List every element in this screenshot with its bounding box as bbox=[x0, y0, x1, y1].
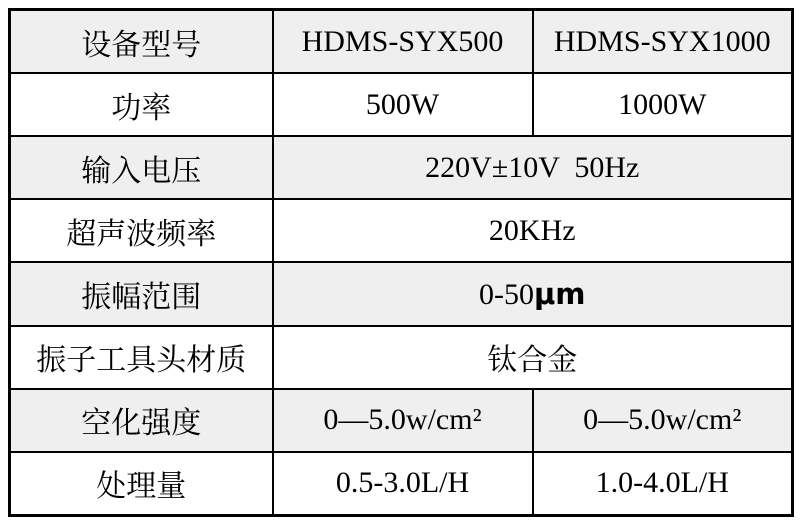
table-row-input-voltage bbox=[10, 136, 793, 199]
row-label: 处理量 bbox=[10, 452, 273, 516]
table-row-power bbox=[10, 73, 793, 136]
spec-cell-span: 20KHz bbox=[273, 199, 793, 262]
spec-cell: HDMS-SYX1000 bbox=[533, 10, 793, 74]
row-label: 振幅范围 bbox=[10, 262, 273, 325]
spec-table-container bbox=[8, 8, 794, 517]
row-label: 空化强度 bbox=[10, 389, 273, 452]
table-row-cavitation-intensity bbox=[10, 389, 793, 452]
table-row-tool-head-material bbox=[10, 326, 793, 389]
row-label: 输入电压 bbox=[10, 136, 273, 199]
spec-cell: HDMS-SYX500 bbox=[273, 10, 533, 74]
spec-table bbox=[8, 8, 794, 517]
table-row-device-model bbox=[10, 10, 793, 74]
row-label: 设备型号 bbox=[10, 10, 273, 74]
row-label: 超声波频率 bbox=[10, 199, 273, 262]
table-row-throughput bbox=[10, 452, 793, 516]
row-label: 振子工具头材质 bbox=[10, 326, 273, 389]
spec-cell: 1.0-4.0L/H bbox=[533, 452, 793, 516]
table-row-amplitude-range bbox=[10, 262, 793, 325]
spec-cell: 1000W bbox=[533, 73, 793, 136]
table-row-ultrasonic-frequency bbox=[10, 199, 793, 262]
spec-cell-span: 钛合金 bbox=[273, 326, 793, 389]
amplitude-value: 0-50 bbox=[478, 277, 534, 311]
spec-cell: 0—5.0w/cm² bbox=[533, 389, 793, 452]
row-label: 功率 bbox=[10, 73, 273, 136]
spec-cell-span bbox=[273, 262, 793, 325]
spec-cell: 500W bbox=[273, 73, 533, 136]
spec-cell: 0.5-3.0L/H bbox=[273, 452, 533, 516]
spec-cell: 0—5.0w/cm² bbox=[273, 389, 533, 452]
spec-cell-span: 220V±10V 50Hz bbox=[273, 136, 793, 199]
amplitude-unit: μm bbox=[533, 276, 586, 311]
